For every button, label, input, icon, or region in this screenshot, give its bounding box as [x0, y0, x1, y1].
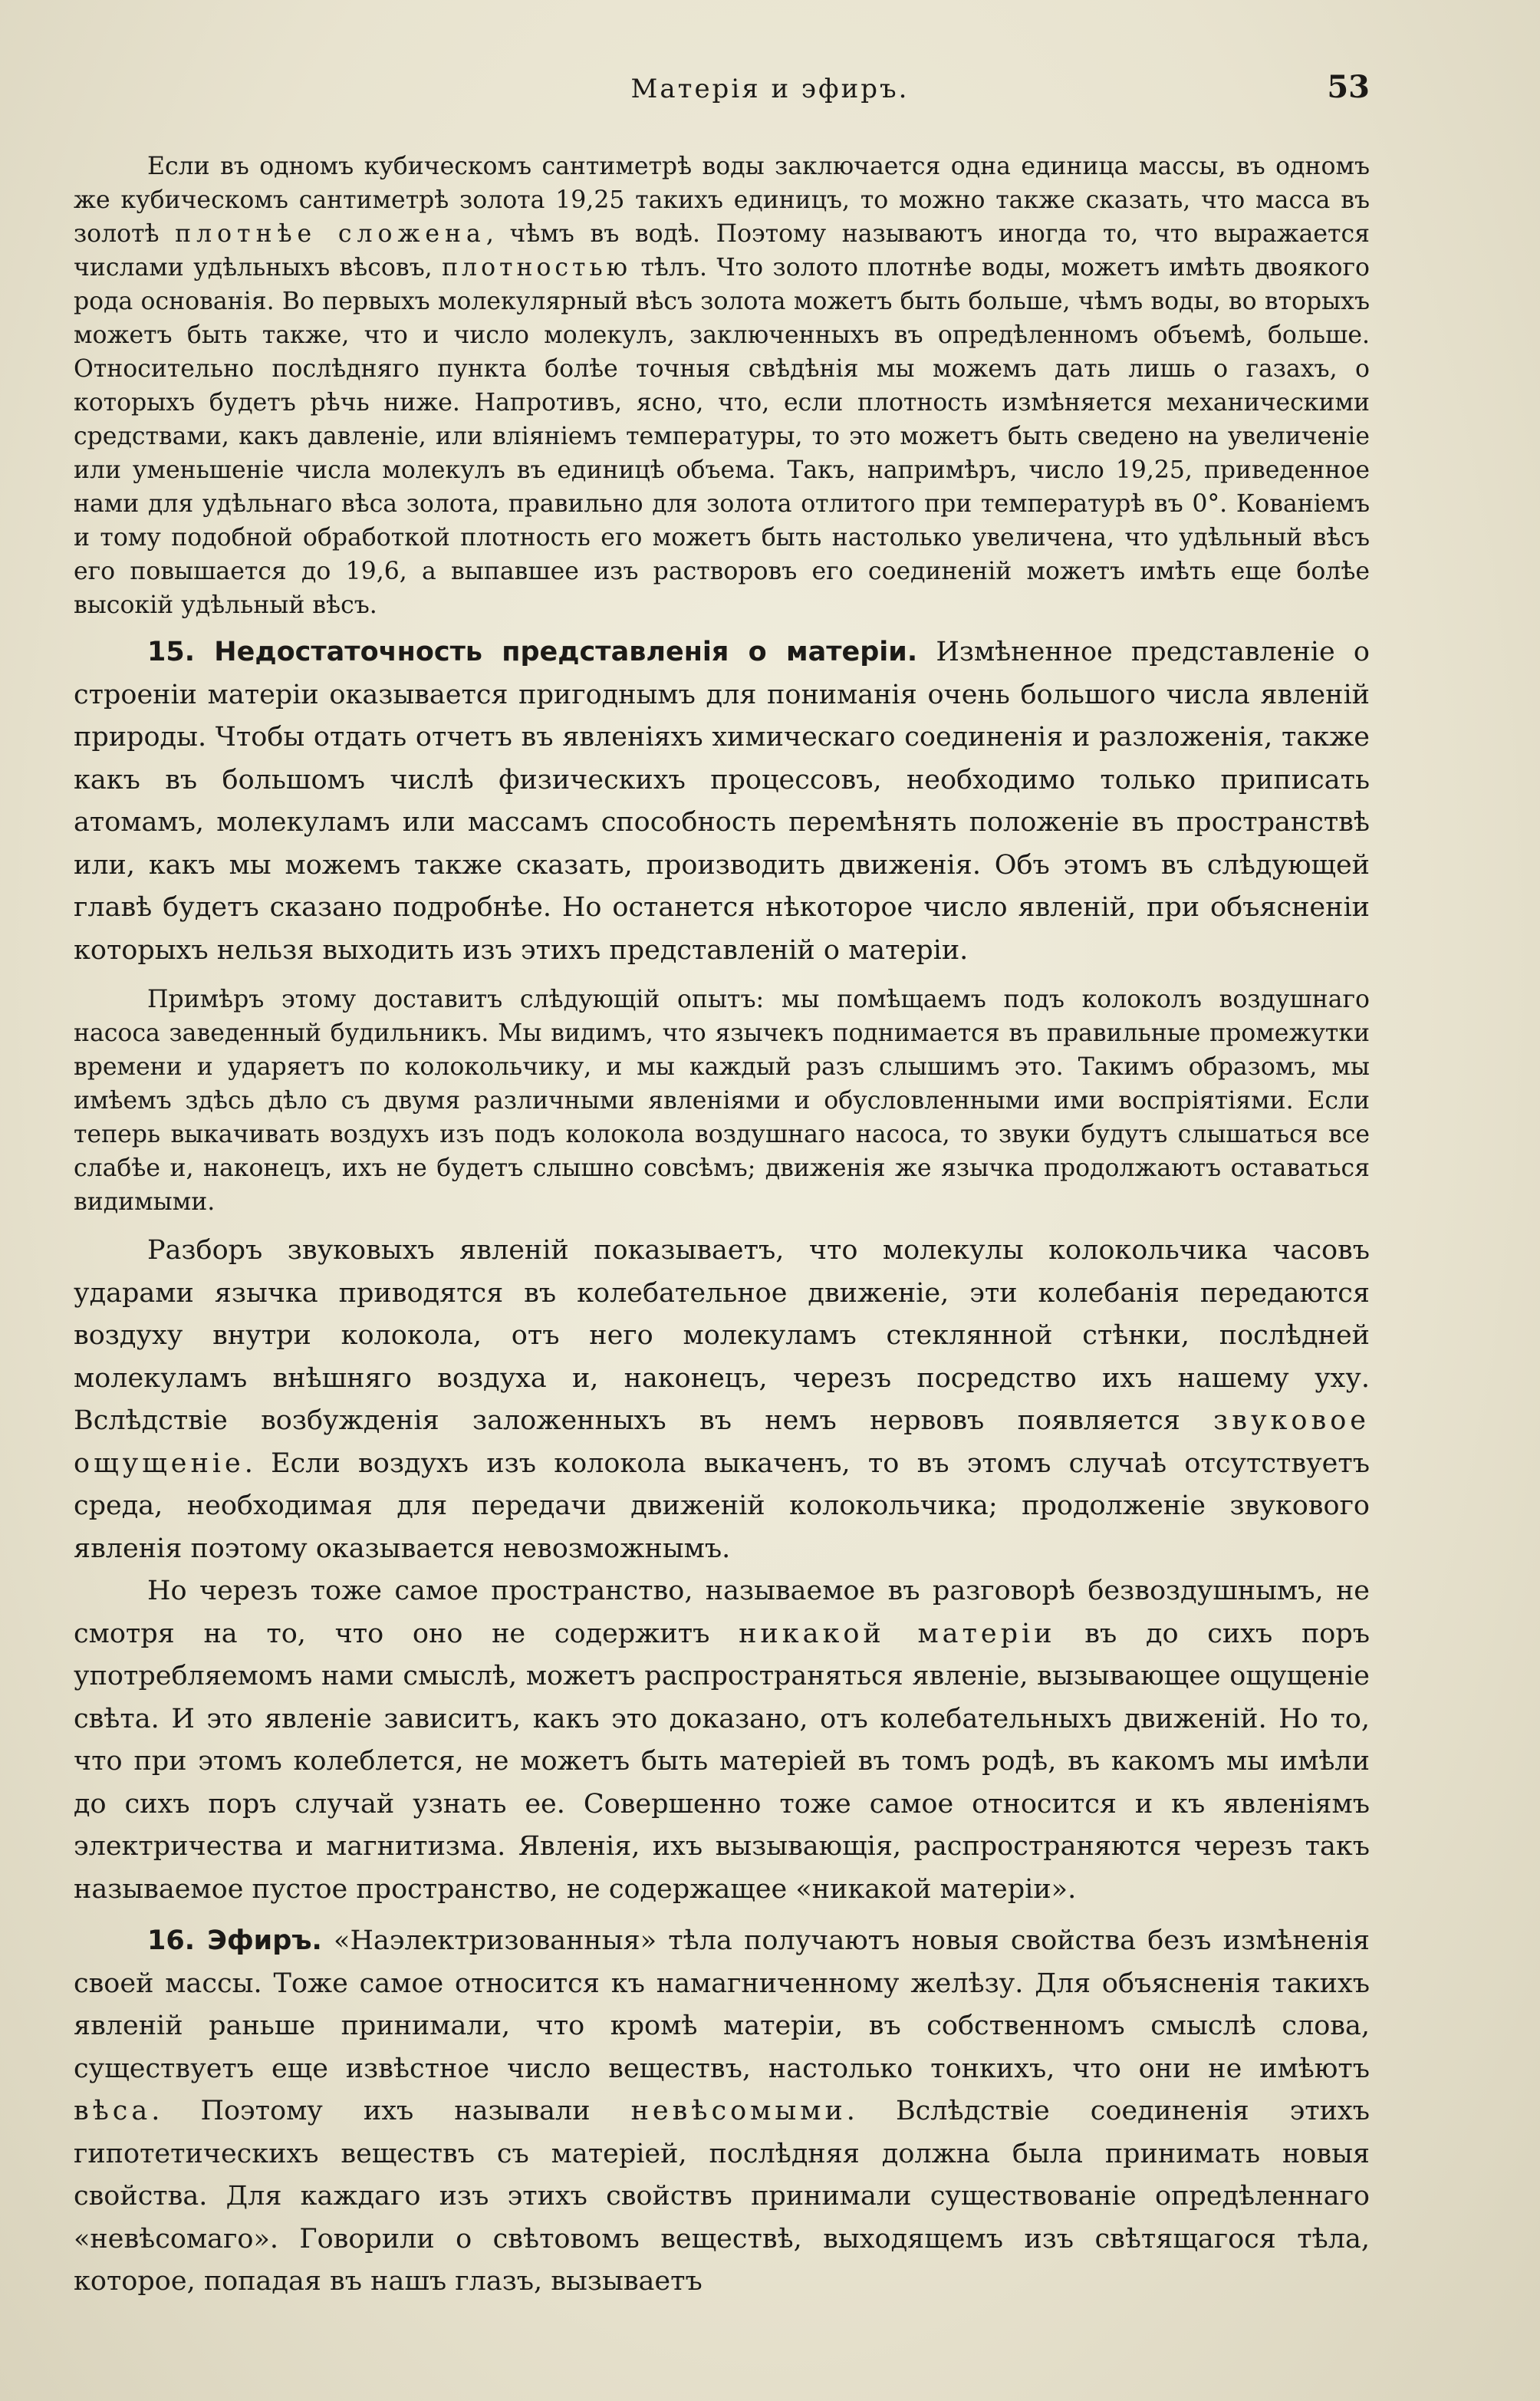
emphasis-text: невѣсомыми	[630, 2096, 847, 2126]
page-body	[74, 150, 1370, 2304]
emphasis-text: плотностью	[442, 254, 632, 282]
page-header	[0, 69, 1540, 120]
text-run: . Вслѣдствіе соединенія этихъ гипотетическихъ веществъ съ матеріей, послѣдняя должна была принимать новыя свойства. Для каждаго изъ этихъ свойствъ принимали существованіе опредѣленнаго «невѣсомаго». Говорили о свѣтовомъ веществѣ, выходящемъ изъ свѣтящагося тѣла, которое, попадая въ нашъ глазъ, вызываетъ	[74, 2096, 1371, 2297]
section-16	[74, 1920, 1370, 2304]
text-run: Если въ одномъ кубическомъ сантиметрѣ воды заключается одна единица массы, въ одномъ же кубическомъ сантиметрѣ золота 19,25 такихъ единицъ, то можно также сказать, что масса въ золотѣ	[74, 153, 1370, 248]
emphasis-text: вѣса	[74, 2096, 152, 2126]
text-run: Разборъ звуковыхъ явленій показываетъ, что молекулы колокольчика часовъ ударами язычка приводятся въ колебательное движеніе, эти колебанія передаются воздуху внутри колокола, отъ него молекуламъ стеклянной стѣнки, послѣдней молекуламъ внѣшняго воздуха и, наконецъ, черезъ посредство ихъ нашему уху. Вслѣдствіе возбужденія заложенныхъ въ немъ нервовъ появляется	[74, 1235, 1370, 1436]
running-title: Матерія и эфиръ.	[630, 74, 910, 104]
section-heading: 15. Недостаточность представленія о матеріи.	[147, 637, 918, 667]
section-15	[74, 631, 1370, 972]
text-run: Но черезъ тоже самое пространство, называемое въ разговорѣ безвоздушнымъ, не смотря на то, что оно не содержитъ	[74, 1576, 1370, 1649]
paragraph-light	[74, 1570, 1370, 1911]
text-run: тѣлъ. Что золото плотнѣе воды, можетъ имѣть двоякого рода основанія. Во первыхъ молекулярный вѣсъ золота можетъ быть больше, чѣмъ воды, во вторыхъ можетъ быть также, что и число молекулъ, заключенныхъ въ опредѣленномъ объемѣ, больше. Относительно послѣдняго пункта болѣе точныя свѣдѣнія мы можемъ дать лишь о газахъ, о которыхъ будетъ рѣчь ниже. Напротивъ, ясно, что, если плотность измѣняется механическими средствами, какъ давленіе, или вліяніемъ температуры, то это можетъ быть сведено на увеличеніе или уменьшеніе числа молекулъ въ единицѣ объема. Такъ, напримѣръ, число 19,25, приведенное нами для удѣльнаго вѣса золота, правильно для золота отлитого при температурѣ въ 0°. Кованіемъ и тому подобной обработкой плотность его можетъ быть настолько увеличена, что удѣльный вѣсъ его повышается до 19,6, а выпавшее изъ растворовъ его соединеній можетъ имѣть еще болѣе высокій удѣльный вѣсъ.	[74, 254, 1370, 619]
paragraph-density	[74, 150, 1370, 622]
text-run: Измѣненное представленіе о строеніи матеріи оказывается пригоднымъ для пониманія очень большого числа явленій природы. Чтобы отдать отчетъ въ явленіяхъ химическаго соединенія и разложенія, также какъ въ большомъ числѣ физическихъ процессовъ, необходимо только приписать атомамъ, молекуламъ или массамъ способность перемѣнять положеніе въ пространствѣ или, какъ мы можемъ также сказать, производить движенія. Объ этомъ въ слѣдующей главѣ будетъ сказано подробнѣе. Но останется нѣкоторое число явленій, при объясненіи которыхъ нельзя выходить изъ этихъ представленій о матеріи.	[74, 637, 1370, 966]
section-heading: 16. Эфиръ.	[147, 1925, 322, 1956]
page-number: 53	[1327, 69, 1370, 105]
emphasis-text: плотнѣе сложена	[175, 220, 486, 248]
text-run: въ до сихъ поръ употребляемомъ нами смыслѣ, можетъ распространяться явленіе, вызывающее ощущеніе свѣта. И это явленіе зависитъ, какъ это доказано, отъ колебательныхъ движеній. Но то, что при этомъ колеблется, не можетъ быть матеріей въ томъ родѣ, въ какомъ мы имѣли до сихъ поръ случай узнать ее. Совершенно тоже самое относится и къ явленіямъ электричества и магнитизма. Явленія, ихъ вызывающія, распространяются черезъ такъ называемое пустое пространство, не содержащее «никакой матеріи».	[74, 1618, 1371, 1905]
paragraph-experiment: Примѣръ этому доставитъ слѣдующій опытъ: мы помѣщаемъ подъ колоколъ воздушнаго насоса заведенный будильникъ. Мы видимъ, что язычекъ поднимается въ правильные промежутки времени и ударяетъ по колокольчику, и мы каждый разъ слышимъ это. Такимъ образомъ, мы имѣемъ здѣсь дѣло съ двумя различными явленіями и обусловленными ими воспріятіями. Если теперь выкачивать воздухъ изъ подъ колокола воздушнаго насоса, то звуки будутъ слышаться все слабѣе и, наконецъ, ихъ не будетъ слышно совсѣмъ; движенія же язычка продолжаютъ оставаться видимыми.	[74, 986, 1370, 1216]
emphasis-text: звуковое ощущеніе	[74, 1405, 1370, 1479]
text-run: , чѣмъ въ водѣ. Поэтому называютъ иногда то, что выражается числами удѣльныхъ вѣсовъ,	[74, 220, 1370, 282]
text-run: . Поэтому ихъ называли	[151, 2096, 631, 2126]
paragraph-sound	[74, 1230, 1370, 1570]
text-run: «Наэлектризованныя» тѣла получаютъ новыя свойства безъ измѣненія своей массы. Тоже самое относится къ намагниченному желѣзу. Для объясненія такихъ явленій раньше принимали, что кромѣ матеріи, въ собственномъ смыслѣ слова, существуетъ еще извѣстное число веществъ, настолько тонкихъ, что они не имѣютъ	[74, 1925, 1371, 2084]
text-run: . Если воздухъ изъ колокола выкаченъ, то въ этомъ случаѣ отсутствуетъ среда, необходимая для передачи движеній колокольчика; продолженіе звукового явленія поэтому оказывается невозможнымъ.	[74, 1448, 1370, 1564]
emphasis-text: никакой матеріи	[739, 1618, 1056, 1649]
